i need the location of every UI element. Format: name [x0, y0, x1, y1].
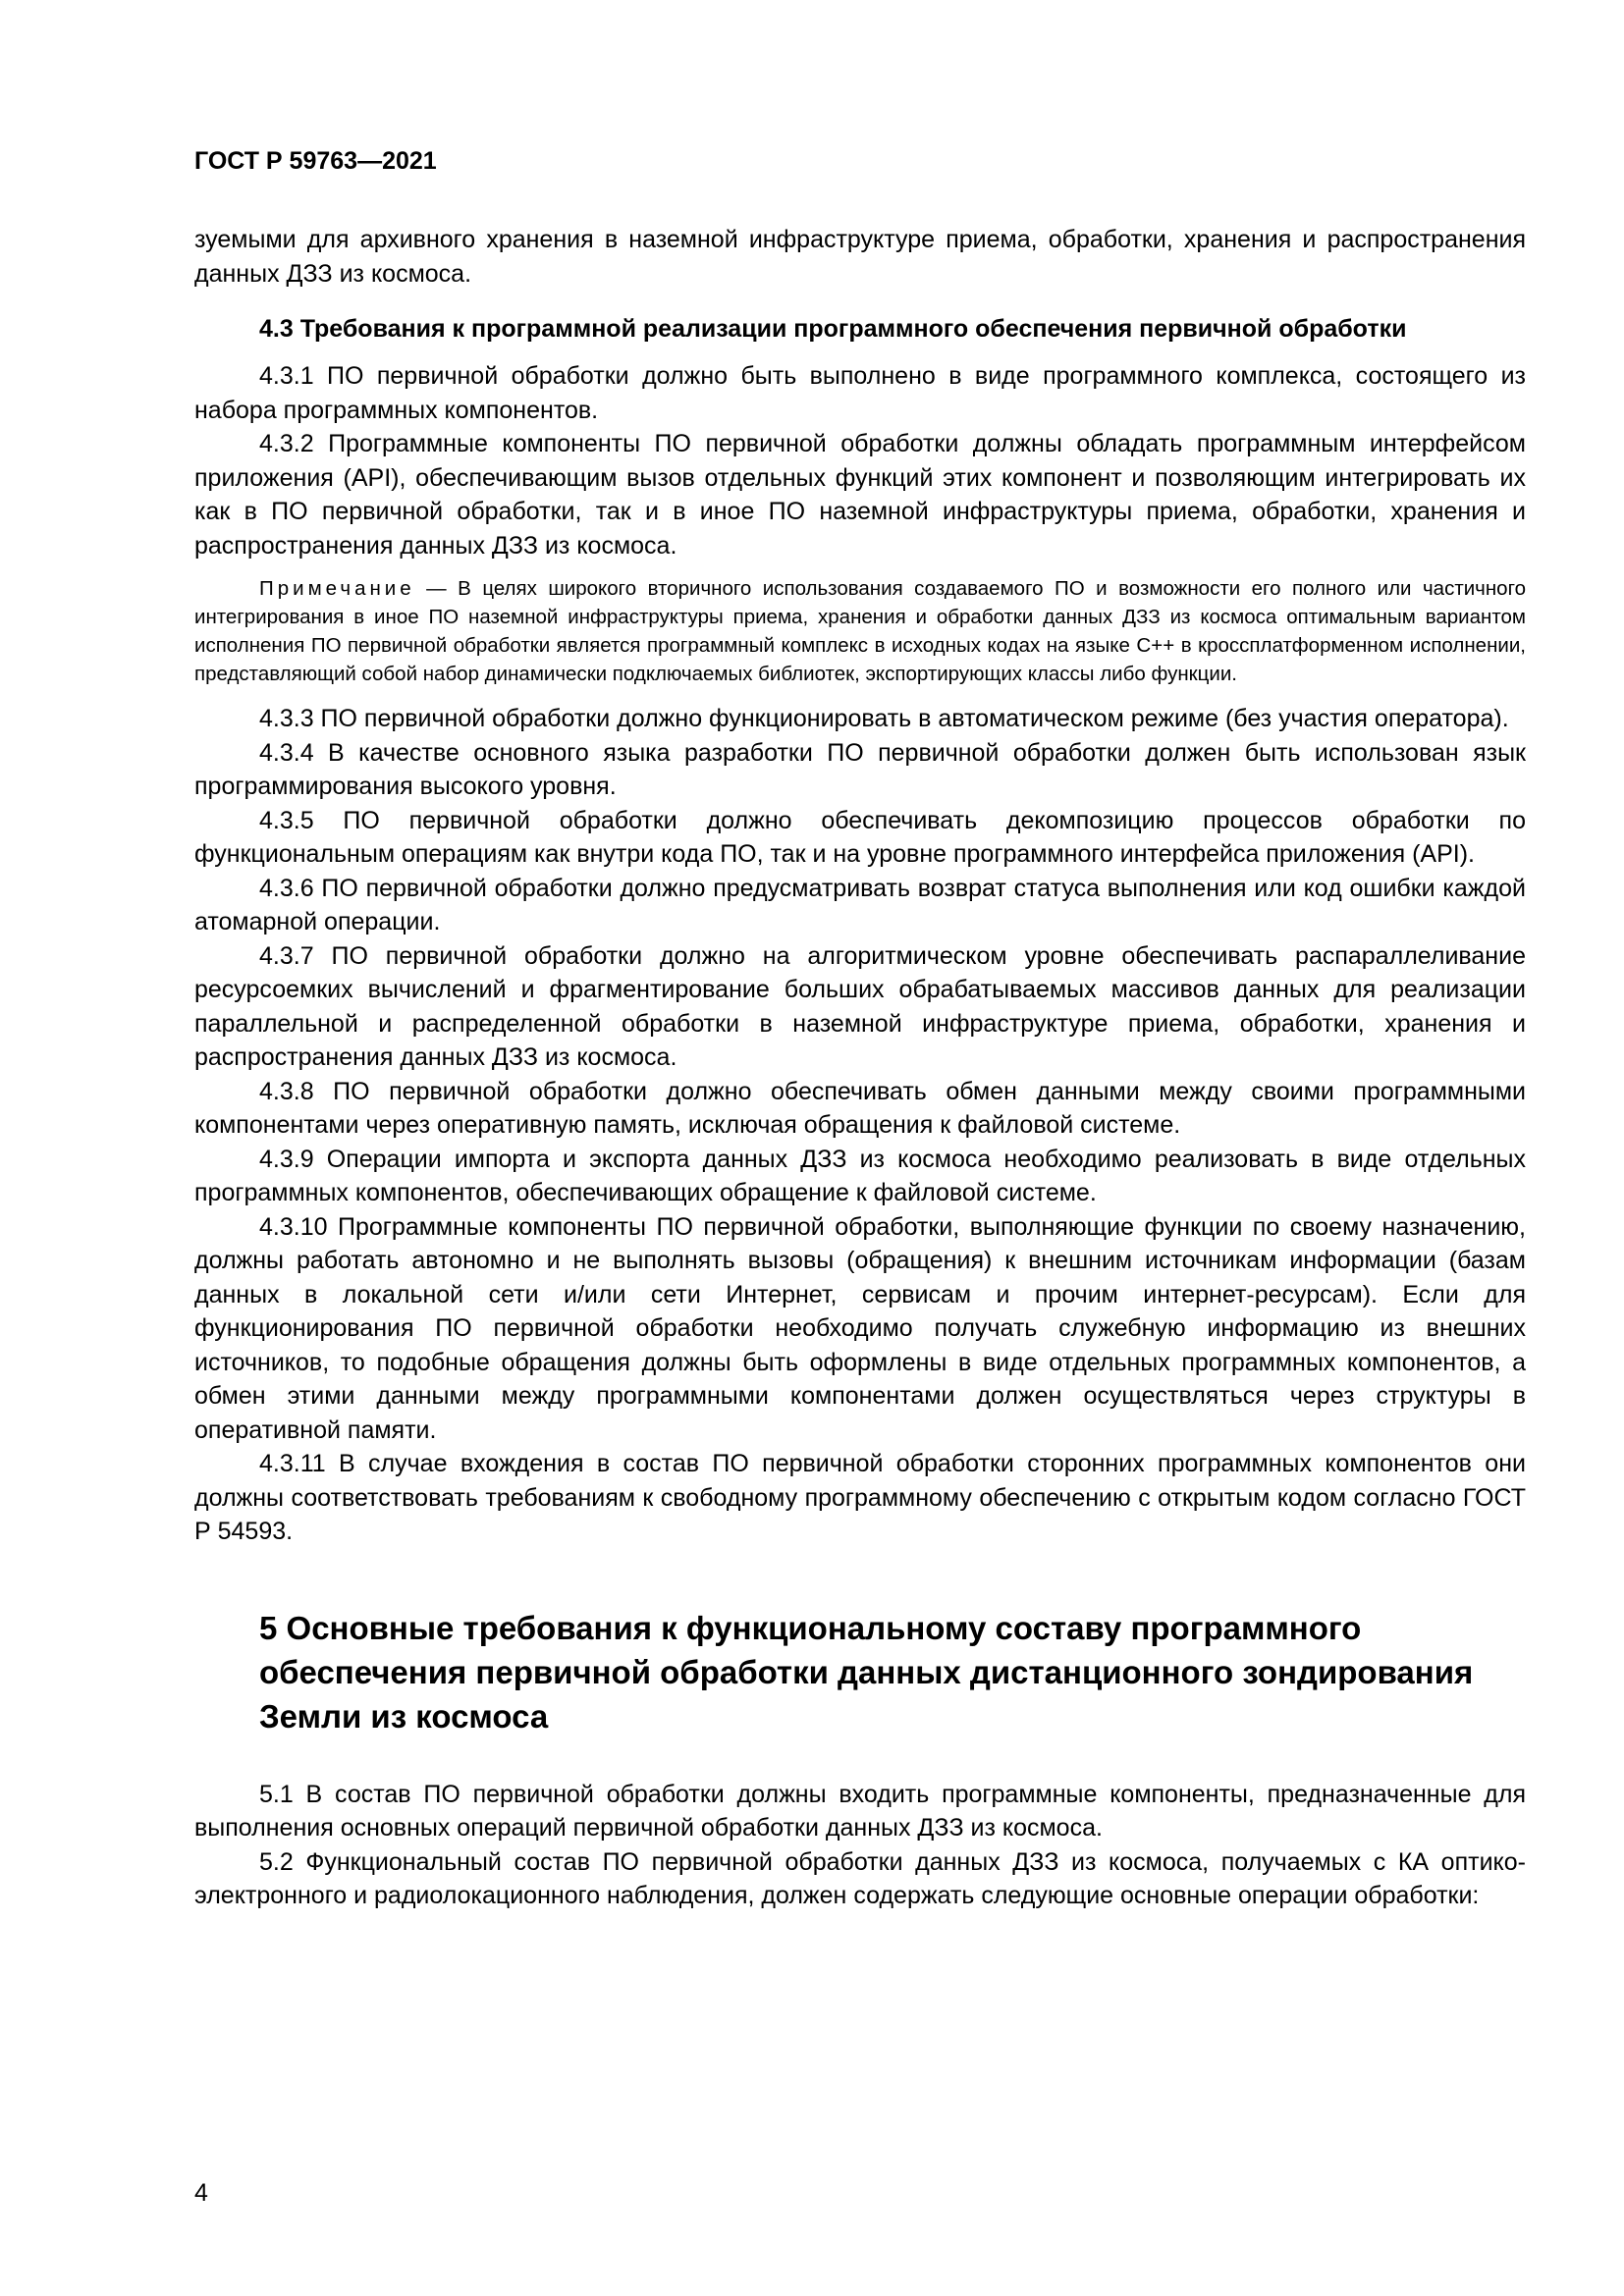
document-header-code: ГОСТ Р 59763—2021 [194, 147, 437, 175]
paragraph-5-2: 5.2 Функциональный состав ПО первичной обработки данных ДЗЗ из космоса, получаемых с КА оптико-электронного и радиолокационного наблюдения, должен содержать следующие основные операции обработки: [194, 1847, 1526, 1909]
page-number: 4 [194, 2179, 208, 2207]
paragraph-4-3-2: 4.3.2 Программные компоненты ПО первичной обработки должны обладать программным интерфейсом приложения (API), обеспечивающим вызов отдельных функций этих компонент и позволяющим интегрировать их как в ПО первичной обработки, так и в иное ПО наземной инфраструктуры приема, обработки, хранения и распространения данных ДЗЗ из космоса. [194, 430, 1526, 560]
note-block [194, 574, 1526, 688]
paragraph-4-3-5: 4.3.5 ПО первичной обработки должно обеспечивать декомпозицию процессов обработки по функциональным операциям как внутри кода ПО, так и на уровне программного интерфейса приложения (API). [194, 806, 1526, 868]
note-label: Примечание [259, 577, 415, 600]
paragraph-4-3-10: 4.3.10 Программные компоненты ПО первичной обработки, выполняющие функции по своему назначению, должны работать автономно и не выполнять вызовы (обращения) к внешним источникам информации (базам данных в локальной сети и/или сети Интернет, сервисам и прочим интернет-ресурсам). Если для функционирования ПО первичной обработки необходимо получать служебную информацию из внешних источников, то подобные обращения должны быть оформлены в виде отдельных программных компонентов, а обмен этими данными между программными компонентами должен осуществляться через структуры в оперативной памяти. [194, 1212, 1526, 1444]
paragraph-4-3-7: 4.3.7 ПО первичной обработки должно на алгоритмическом уровне обеспечивать распараллеливание ресурсоемких вычислений и фрагментирование больших обрабатываемых массивов данных для реализации параллельной и распределенной обработки в наземной инфраструктуре приема, обработки, хранения и распространения данных ДЗЗ из космоса. [194, 941, 1526, 1071]
paragraph-5-1: 5.1 В состав ПО первичной обработки должны входить программные компоненты, предназначенные для выполнения основных операций первичной обработки данных ДЗЗ из космоса. [194, 1780, 1526, 1842]
note-text: — В целях широкого вторичного использования создаваемого ПО и возможности его полного или частичного интегрирования в иное ПО наземной инфраструктуры приема, хранения и обработки данных ДЗЗ из космоса оптимальным вариантом исполнения ПО первичной обработки является программный комплекс в исходных кодах на языке С++ в кроссплатформенном исполнении, представляющий собой набор динамически подключаемых библиотек, экспортирующих классы либо функции. [194, 577, 1526, 685]
section-5-title: 5 Основные требования к функциональному составу программного обеспечения первичной обработки данных дистанционного зондирования Земли из космоса [259, 1609, 1474, 1735]
paragraph-4-3-9: 4.3.9 Операции импорта и экспорта данных ДЗЗ из космоса необходимо реализовать в виде отдельных программных компонентов, обеспечивающих обращение к файловой системе. [194, 1145, 1526, 1206]
paragraph-4-3-11: 4.3.11 В случае вхождения в состав ПО первичной обработки сторонних программных компонентов они должны соответствовать требованиям к свободному программному обеспечению с открытым кодом согласно ГОСТ Р 54593. [194, 1450, 1526, 1545]
paragraph-4-3-1: 4.3.1 ПО первичной обработки должно быть выполнено в виде программного комплекса, состоящего из набора программных компонентов. [194, 362, 1526, 424]
paragraph-4-3-4: 4.3.4 В качестве основного языка разработки ПО первичной обработки должен быть использован язык программирования высокого уровня. [194, 738, 1526, 800]
section-4-3-title: 4.3 Требования к программной реализации программного обеспечения первичной обработки [259, 315, 1407, 343]
paragraph-4-3-6: 4.3.6 ПО первичной обработки должно предусматривать возврат статуса выполнения или код ошибки каждой атомарной операции. [194, 874, 1526, 935]
document-page [194, 147, 1526, 1913]
paragraph-4-3-8: 4.3.8 ПО первичной обработки должно обеспечивать обмен данными между своими программными компонентами через оперативную память, исключая обращения к файловой системе. [194, 1077, 1526, 1139]
paragraph-4-3-3: 4.3.3 ПО первичной обработки должно функционировать в автоматическом режиме (без участия оператора). [259, 705, 1509, 732]
paragraph-continuation: зуемыми для архивного хранения в наземной инфраструктуре приема, обработки, хранения и распространения данных ДЗЗ из космоса. [194, 226, 1526, 288]
